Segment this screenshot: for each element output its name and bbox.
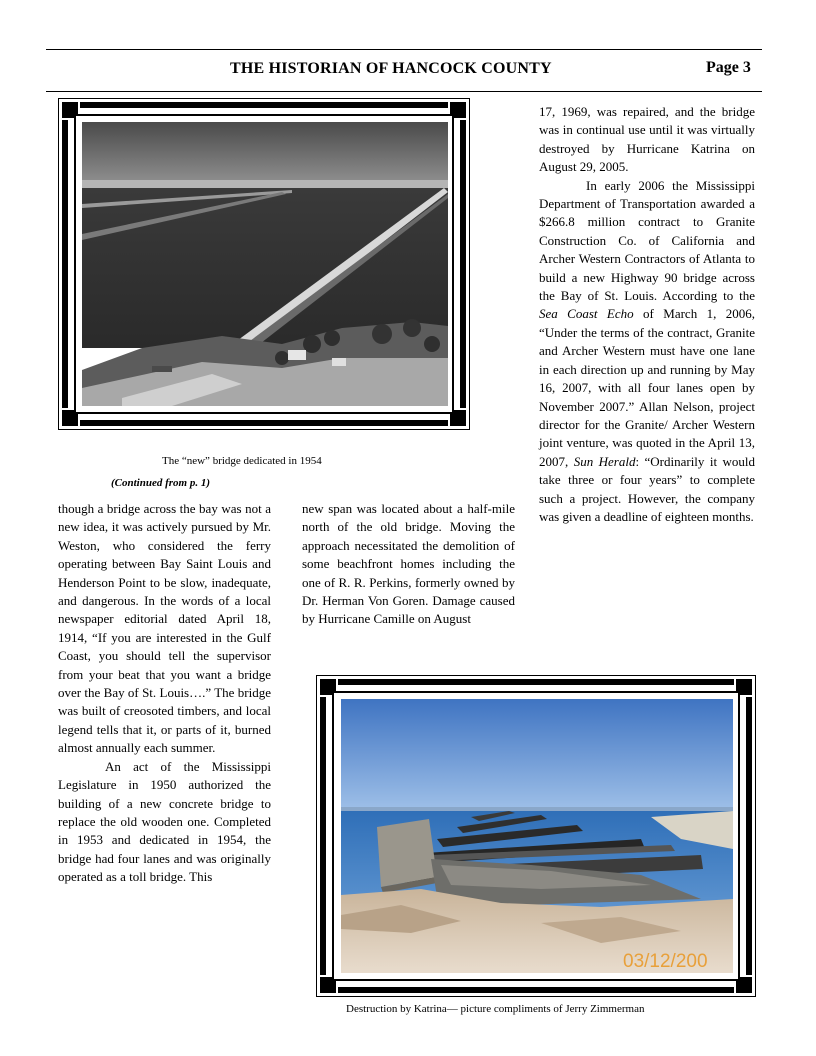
continued-from-note: (Continued from p. 1) [111,477,211,489]
katrina-destruction-photo [341,699,733,973]
frame-bar-left [62,120,68,408]
col1-paragraph-1: though a bridge across the bay was not a new idea, it was actively pursued by Mr. Weston, who considered the ferry operating between Bay Saint Louis and Henderson Point to be slow, inadequate, and dangerous. In the words of a local newspaper editorial dated April 18, 1914, “If you are interested in the Gulf Coast, you should tell the supervisor from your beat that you want a bridge over the Bay of St. Louis….” The bridge was built of creosoted timbers, and local legend tells that it, or parts of it, burned almost annually each summer. [58,501,271,756]
figure-2-caption: Destruction by Katrina— picture compliments of Jerry Zimmerman [346,1003,645,1015]
bridge-1954-aerial-photo [82,122,448,406]
frame-bar-right [460,120,466,408]
page-number: Page 3 [706,59,751,76]
col3-paragraph-1: 17, 1969, was repaired, and the bridge was in continual use until it was virtually destroyed by Hurricane Katrina on August 29, 2005. [539,104,755,175]
header-bottom-rule [46,91,762,92]
col3-p2-part-a: In early 2006 the Mississippi Department of Transportation awarded a $266.8 million contract to Granite Construction Co. of California and Archer Western Contractors of Atlanta to build a new Highway 90 bridge across the Bay of St. Louis. According to the [539,177,755,304]
article-column-1 [58,500,271,887]
frame-bar-top [80,102,448,108]
col3-p2-part-c: : “Ordinarily it would take three or four years” to complete such a project. However, the company was given a deadline of eighteen months. [539,453,755,524]
col1-paragraph-2: An act of the Mississippi Legislature in 1950 authorized the building of a new concrete bridge to replace the old wooden one. Completed in 1953 and dedicated in 1954, the bridge had four lanes and was originally operated as a toll bridge. This [58,758,271,885]
frame-bar-right [746,697,752,975]
photo-frame-1954-bridge [58,98,470,430]
frame-bar-bottom [338,987,734,993]
masthead-title: THE HISTORIAN OF HANCOCK COUNTY [230,60,552,77]
photo-frame-katrina [316,675,756,997]
col3-p2-part-b: of March 1, 2006, “Under the terms of the contract, Granite and Archer Western must have one lane in each direction up and running by May 16, 2007, with all four lanes open by November 2007.” Allan Nelson, project director for the Granite/ Archer Western joint venture, was quoted in the April 13, 2007, [539,306,755,469]
sea-coast-echo-title: Sea Coast Echo [539,306,634,322]
col3-paragraph-2 [539,177,755,527]
header-top-rule [46,49,762,50]
sun-herald-title: Sun Herald [573,453,636,469]
figure-1-caption: The “new” bridge dedicated in 1954 [162,455,322,467]
article-column-3 [539,103,755,526]
col2-paragraph-1: new span was located about a half-mile north of the old bridge. Moving the approach necessitated the demolition of some beachfront homes including the one of R. R. Perkins, formerly owned by Dr. Herman Von Goren. Damage caused by Hurricane Camille on August [302,501,515,627]
frame-bar-bottom [80,420,448,426]
article-column-2 [302,500,515,629]
frame-bar-top [338,679,734,685]
frame-bar-left [320,697,326,975]
photo-date-stamp: 03/12/200 [623,951,708,972]
